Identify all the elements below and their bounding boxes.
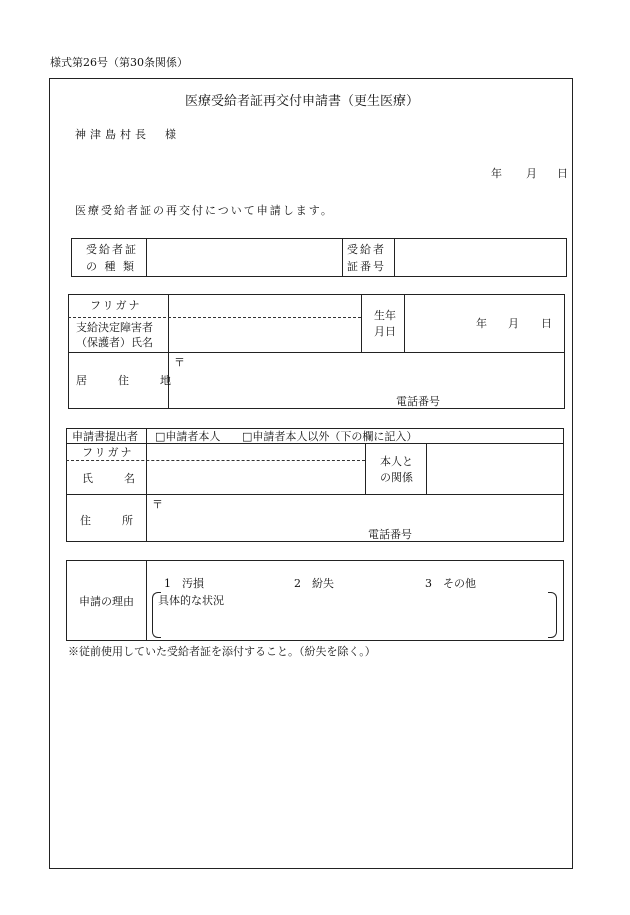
cert-number-label-2: 証番号: [347, 260, 386, 273]
divider: [146, 428, 147, 542]
divider: [146, 560, 147, 641]
recipient-name-label-2: （保護者）氏名: [76, 336, 153, 349]
divider: [66, 494, 564, 495]
reason-detail-label: 具体的な状況: [158, 594, 224, 607]
submitter-label: 申請書提出者: [72, 430, 138, 443]
divider: [394, 238, 395, 277]
divider: [66, 443, 564, 444]
applicant-postal-mark: 〒: [152, 498, 163, 511]
attachment-note: ※従前使用していた受給者証を添付すること。（紛失を除く。）: [68, 645, 376, 658]
reason-option-lost[interactable]: 2 紛失: [294, 577, 334, 590]
reason-option-other[interactable]: 3 その他: [425, 577, 476, 590]
divider: [361, 294, 362, 352]
residence-postal-mark: 〒: [174, 356, 185, 369]
option-applicant-self[interactable]: □申請者本人: [155, 430, 221, 443]
applicant-furigana-label: フリガナ: [82, 446, 134, 459]
detail-bracket-right: [548, 592, 557, 638]
cert-type-label-1: 受給者証: [86, 243, 138, 256]
birth-year-label: 年: [476, 317, 487, 330]
divider: [68, 352, 565, 353]
intro-text: 医療受給者証の再交付について申請します。: [75, 204, 334, 217]
birth-month-label: 月: [508, 317, 519, 330]
date-year-label: 年: [491, 167, 502, 180]
form-title: 医療受給者証再交付申請書（更生医療）: [185, 94, 420, 109]
applicant-address-label: 住 所: [80, 514, 143, 527]
option-applicant-other[interactable]: □申請者本人以外（下の欄に記入）: [242, 430, 418, 443]
divider: [146, 238, 147, 277]
divider: [426, 443, 427, 494]
divider: [342, 238, 343, 277]
relation-label-2: の関係: [380, 471, 413, 484]
recipient-furigana-label: フリガナ: [90, 299, 142, 312]
divider: [365, 443, 366, 494]
dashed-divider: [68, 317, 361, 318]
reason-option-soiled[interactable]: 1 汚損: [164, 577, 204, 590]
recipient-name-label-1: 支給決定障害者: [76, 321, 153, 334]
divider: [404, 294, 405, 352]
date-month-label: 月: [526, 167, 537, 180]
cert-type-label-2: の 種 類: [86, 260, 136, 273]
residence-label: 居 住 地: [76, 374, 181, 387]
residence-phone-label: 電話番号: [396, 395, 440, 408]
reason-table: [66, 560, 564, 641]
birth-label-2: 月日: [374, 325, 396, 338]
birth-day-label: 日: [541, 317, 552, 330]
relation-label-1: 本人と: [380, 455, 413, 468]
form-number: 様式第26号（第30条関係）: [50, 56, 188, 69]
dashed-divider: [66, 460, 365, 461]
reason-label: 申請の理由: [79, 595, 134, 608]
date-day-label: 日: [557, 167, 568, 180]
birth-label-1: 生年: [374, 309, 396, 322]
cert-number-label-1: 受給者: [347, 243, 386, 256]
applicant-phone-label: 電話番号: [368, 528, 412, 541]
applicant-name-label: 氏 名: [82, 472, 145, 485]
addressee: 神津島村長 様: [75, 128, 180, 141]
